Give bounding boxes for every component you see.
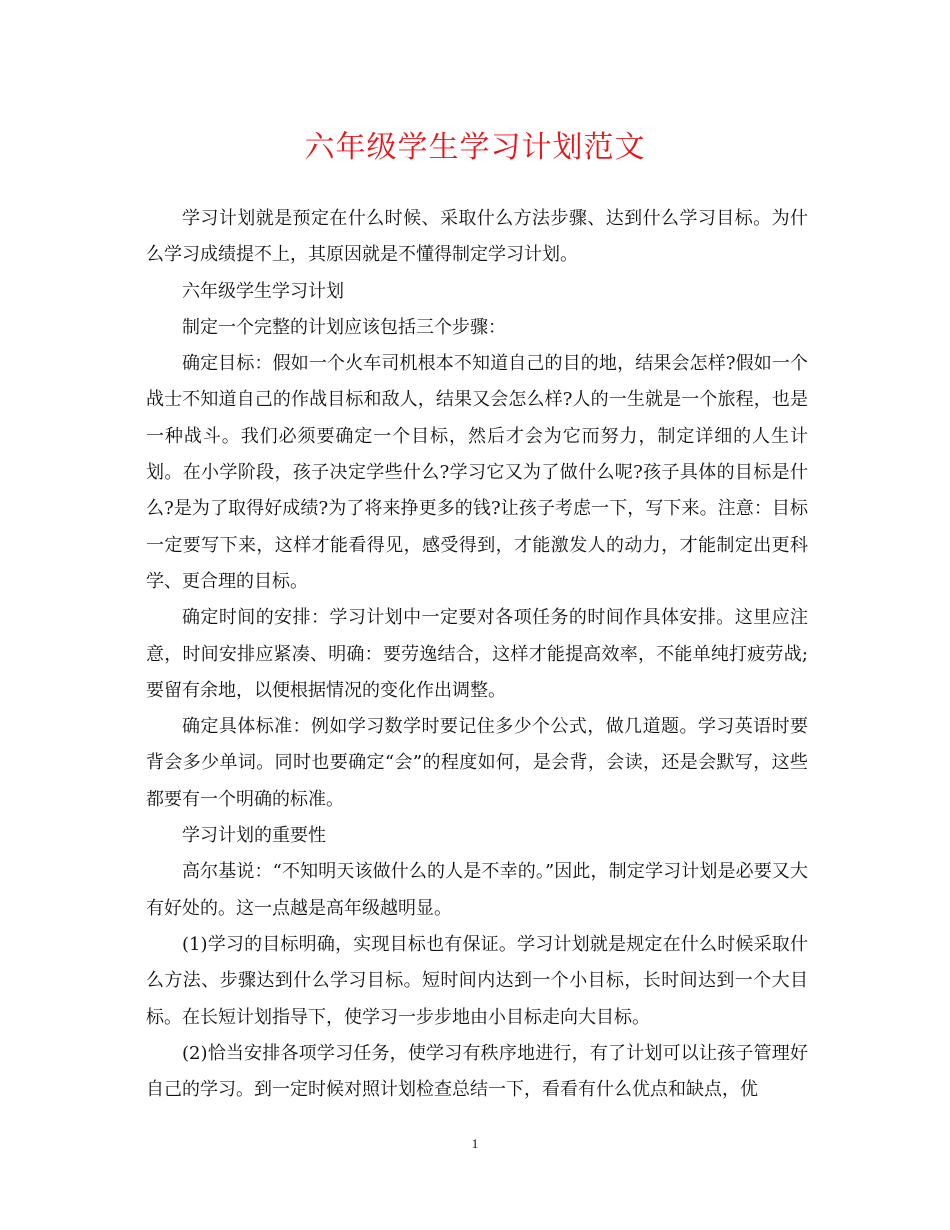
paragraph-three-steps: 制定一个完整的计划应该包括三个步骤： bbox=[182, 316, 506, 338]
paragraph-determine-goal: 确定目标：假如一个火车司机根本不知道自己的目的地，结果会怎样?假如一个战士不知道自己的作战目标和敌人，结果又会怎么样?人的一生就是一个旅程，也是一种战斗。我们必须要确定一个目标，然后才会为它而努力，制定详细的人生计划。在小学阶段，孩子决定学些什么?学习它又为了做什么呢?孩子具体的目标是什么?是为了取得好成绩?为了将来挣更多的钱?让孩子考虑一下，写下来。注意：目标一定要写下来，这样才能看得见，感受得到，才能激发人的动力，才能制定出更科学、更合理的目标。 bbox=[146, 353, 808, 592]
page-number: 1 bbox=[471, 1136, 479, 1151]
paragraph-heading-plan: 六年级学生学习计划 bbox=[182, 280, 344, 302]
paragraph-heading-importance: 学习计划的重要性 bbox=[182, 825, 326, 847]
paragraph-gorky-quote: 高尔基说：“不知明天该做什么的人是不幸的。”因此，制定学习计划是必要又大有好处的。这一点越是高年级越明显。 bbox=[146, 861, 808, 919]
paragraph-intro: 学习计划就是预定在什么时候、采取什么方法步骤、达到什么学习目标。为什么学习成绩提不上，其原因就是不懂得制定学习计划。 bbox=[146, 208, 808, 266]
document-title: 六年级学生学习计划范文 bbox=[304, 130, 646, 165]
document-body bbox=[146, 201, 808, 1108]
paragraph-time-arrangement: 确定时间的安排：学习计划中一定要对各项任务的时间作具体安排。这里应注意，时间安排应紧凑、明确：要劳逸结合，这样才能提高效率，不能单纯打疲劳战;要留有余地，以便根据情况的变化作出调整。 bbox=[146, 607, 808, 701]
paragraph-point-2: (2)恰当安排各项学习任务，使学习有秩序地进行，有了计划可以让孩子管理好自己的学习。到一定时候对照计划检查总结一下，看看有什么优点和缺点，优 bbox=[146, 1042, 808, 1101]
paragraph-point-1: (1)学习的目标明确，实现目标也有保证。学习计划就是规定在什么时候采取什么方法、步骤达到什么学习目标。短时间内达到一个小目标，长时间达到一个大目标。在长短计划指导下，使学习一步步地由小目标走向大目标。 bbox=[146, 933, 808, 1028]
paragraph-specific-standard: 确定具体标准：例如学习数学时要记住多少个公式，做几道题。学习英语时要背会多少单词。同时也要确定“会”的程度如何，是会背，会读，还是会默写，这些都要有一个明确的标准。 bbox=[146, 716, 808, 810]
